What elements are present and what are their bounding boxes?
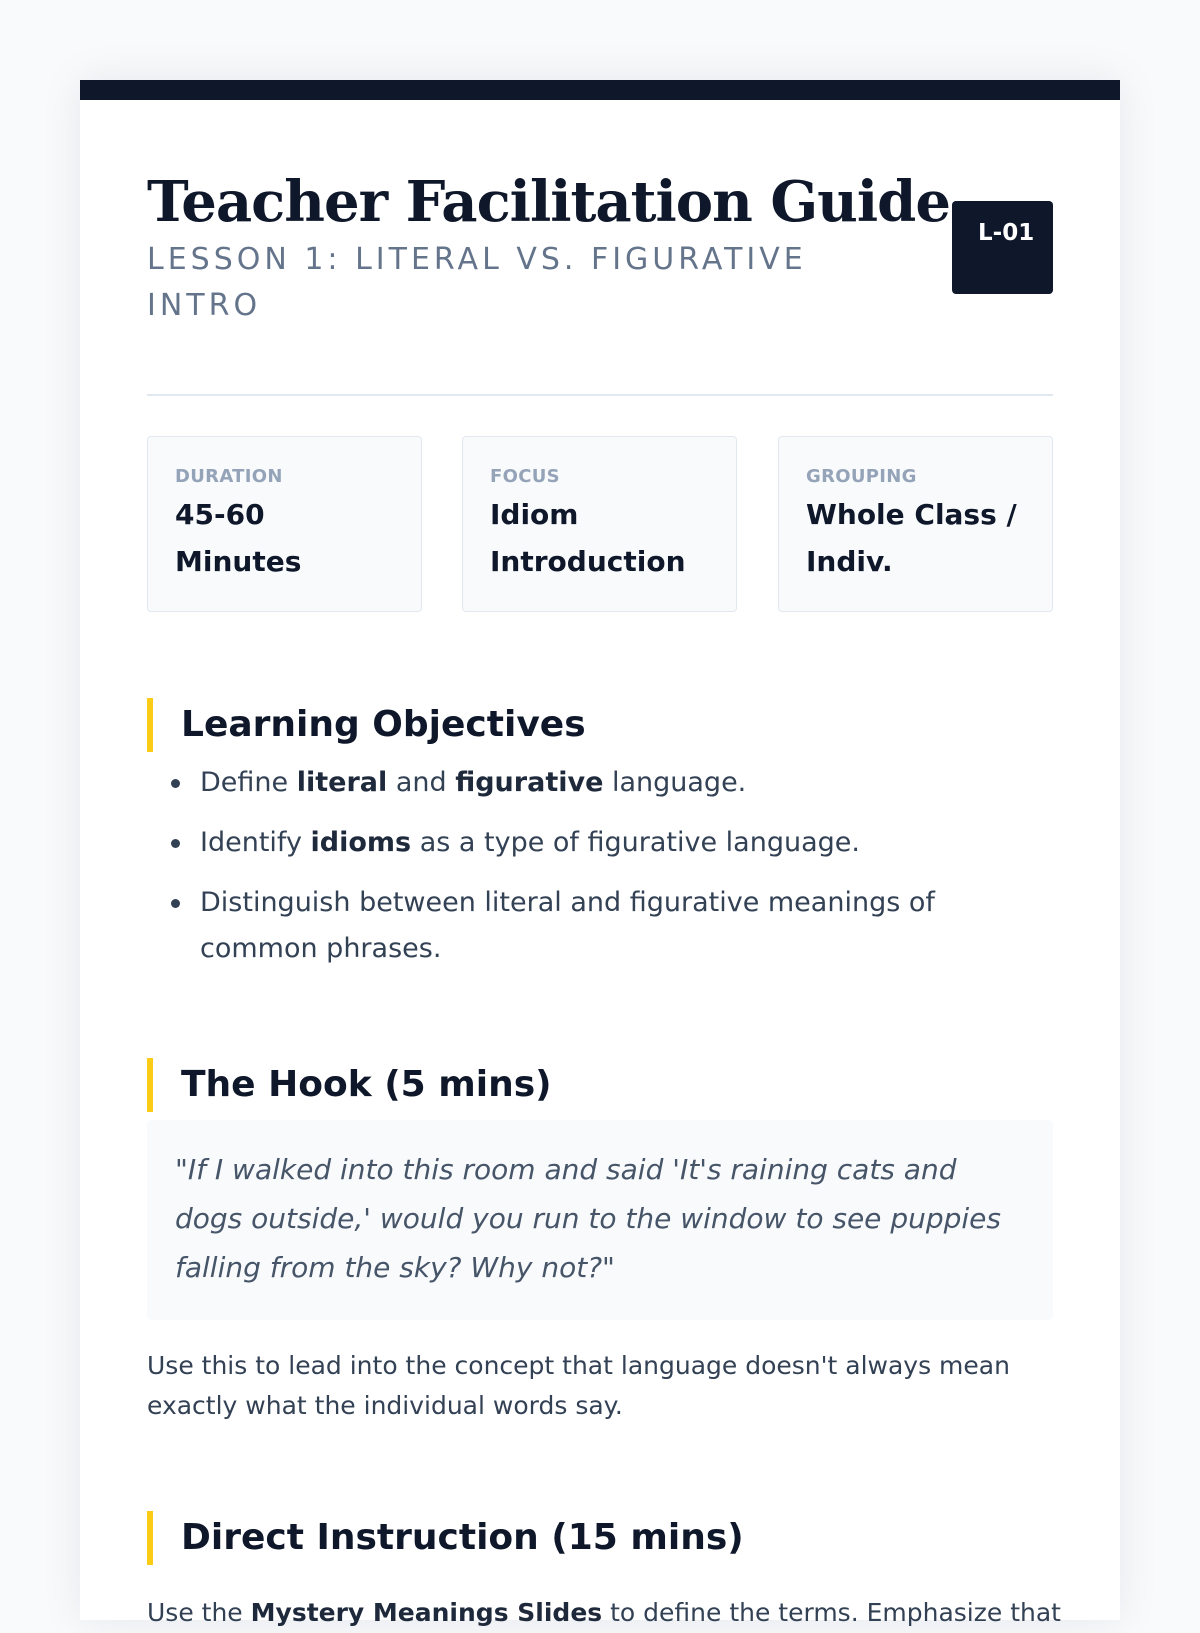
guide-card xyxy=(80,80,1120,1627)
hook-quote: "If I walked into this room and said 'It's raining cats and dogs outside,' would you run to the window to see puppies falling from the sky? Why not?" xyxy=(147,1120,1053,1320)
lesson-code-badge: L-01 xyxy=(952,201,1053,294)
instruction-text xyxy=(147,1593,1061,1633)
item-text: language. xyxy=(603,767,747,798)
objectives-heading: Learning Objectives xyxy=(147,698,1053,752)
slides-reference: Mystery Meanings Slides xyxy=(250,1598,603,1627)
meta-focus xyxy=(462,436,737,612)
item-term: literal xyxy=(296,767,388,798)
instruction-text-part: Use the xyxy=(147,1598,251,1627)
meta-value: Idiom Introduction xyxy=(490,498,686,578)
lesson-subtitle: LESSON 1: LITERAL VS. FIGURATIVE INTRO xyxy=(147,242,807,323)
item-text: Define xyxy=(200,767,297,798)
instruction-text-part: to define the terms. Emphasize that xyxy=(602,1598,1061,1627)
item-text: as a type of figurative language. xyxy=(411,827,860,858)
item-term: idioms xyxy=(310,827,412,858)
guide-content xyxy=(147,100,1061,1627)
item-term: figurative xyxy=(455,767,604,798)
objectives-list xyxy=(147,760,1053,986)
meta-grouping xyxy=(778,436,1053,612)
meta-value: 45-60 Minutes xyxy=(175,498,302,578)
meta-label: FOCUS xyxy=(490,466,560,487)
meta-label: DURATION xyxy=(175,466,283,487)
page-title: Teacher Facilitation Guide xyxy=(147,169,950,235)
meta-value: Whole Class / Indiv. xyxy=(806,498,1017,578)
hook-note: Use this to lead into the concept that language doesn't always mean exactly what the individual words say. xyxy=(147,1351,1010,1420)
hook-heading: The Hook (5 mins) xyxy=(147,1058,1053,1112)
list-item xyxy=(200,880,1053,972)
lesson-meta xyxy=(147,436,1053,612)
meta-label: GROUPING xyxy=(806,466,917,487)
meta-duration xyxy=(147,436,422,612)
instruction-heading: Direct Instruction (15 mins) xyxy=(147,1511,1053,1565)
guide-header xyxy=(147,100,1053,396)
list-item xyxy=(200,820,1053,866)
list-item xyxy=(200,760,1053,806)
item-text: and xyxy=(387,767,456,798)
item-text: Identify xyxy=(200,827,311,858)
item-text: Distinguish between literal and figurative meanings of common phrases. xyxy=(200,887,935,964)
